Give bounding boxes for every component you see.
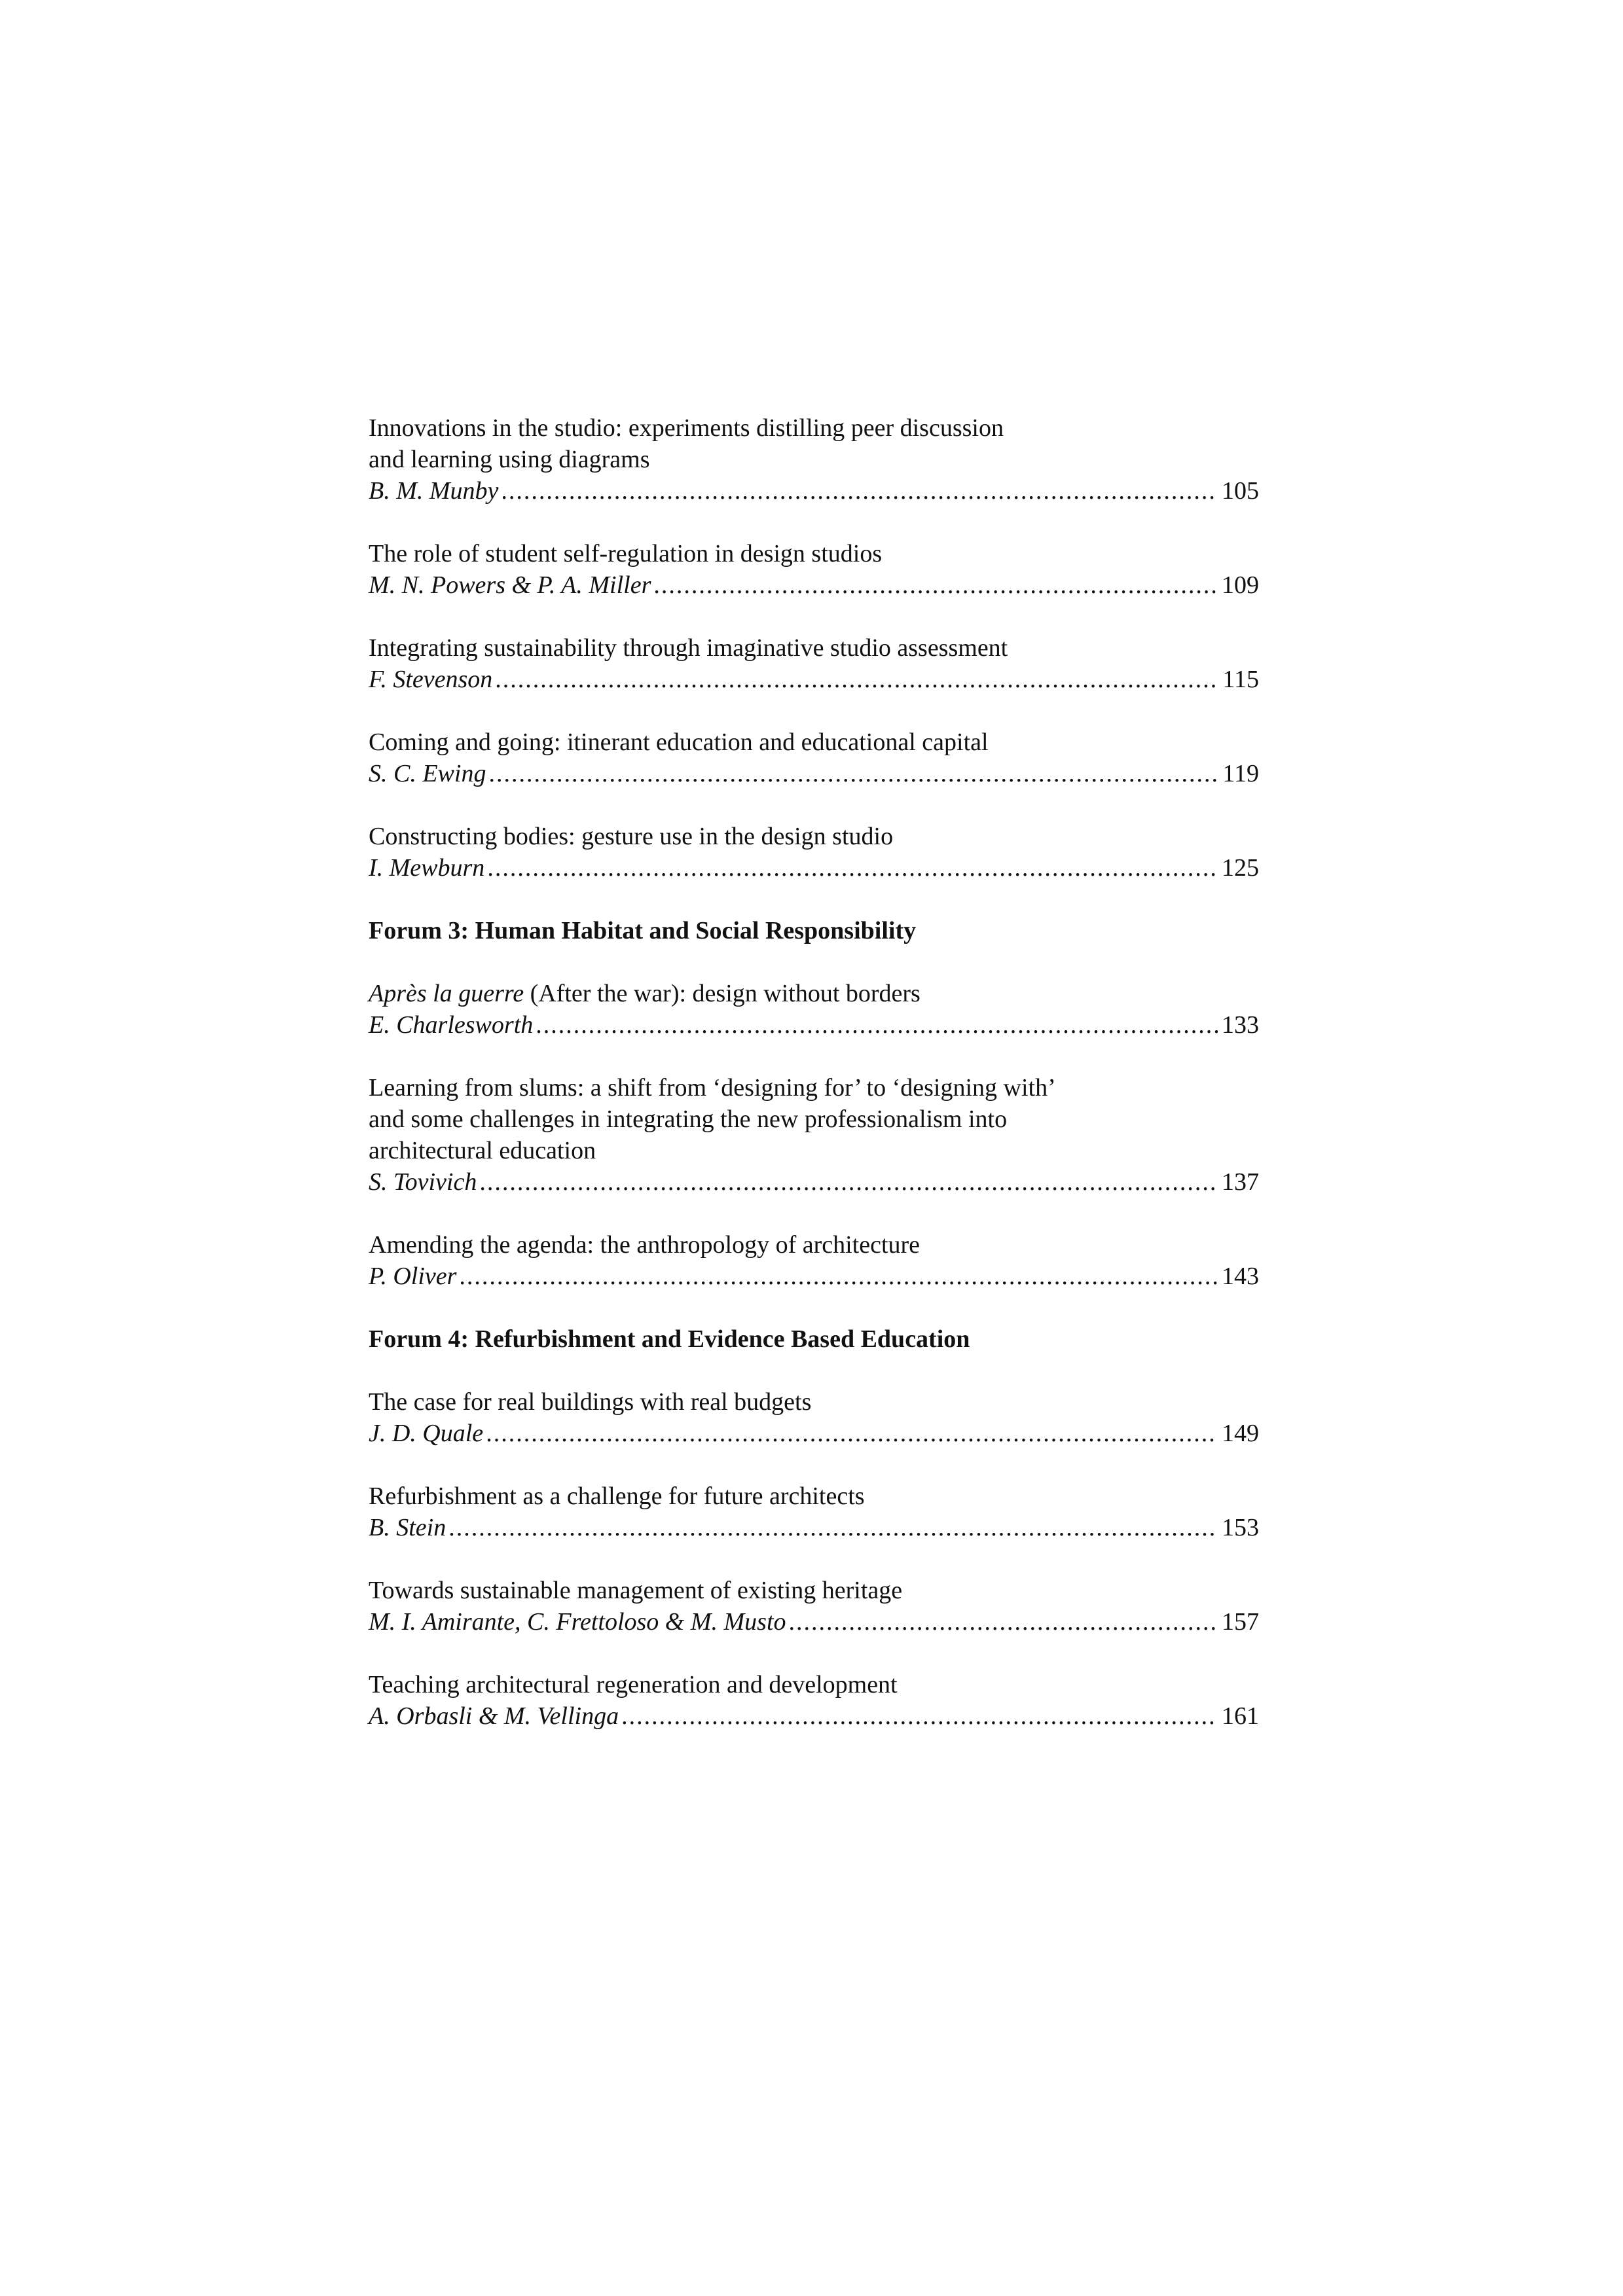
toc-section [369,1323,1259,1732]
entry-page-number: 161 [1222,1702,1259,1730]
toc-entry[interactable] [369,412,1259,507]
dot-leader [536,1009,1218,1041]
toc-entry[interactable] [369,1072,1259,1198]
dot-leader [488,758,1218,789]
entry-title-line [369,632,1259,664]
entry-page-number: 115 [1222,666,1259,693]
toc-entry[interactable] [369,538,1259,601]
entry-author: B. M. Munby [369,477,499,505]
entry-title-text: Towards sustainable management of existing heritage [369,1577,903,1604]
entry-page-number: 137 [1222,1168,1259,1196]
entry-title-text: Teaching architectural regeneration and development [369,1671,898,1698]
entry-title-line [369,444,1259,475]
entry-author-row [369,664,1259,695]
entry-author-row [369,1166,1259,1198]
dot-leader [487,852,1218,884]
entry-author: P. Oliver [369,1263,457,1290]
dot-leader [653,569,1218,601]
entry-title-line [369,1480,1259,1512]
dot-leader [486,1418,1218,1449]
toc-entry[interactable] [369,978,1259,1041]
section-heading: Forum 3: Human Habitat and Social Responsibility [369,917,917,944]
entry-author: A. Orbasli & M. Vellinga [369,1702,619,1730]
toc-entry[interactable] [369,821,1259,884]
entry-title-line [369,726,1259,758]
toc-entry[interactable] [369,1575,1259,1638]
entry-page-number: 157 [1222,1608,1259,1636]
entry-title-line [369,821,1259,852]
entry-title-line [369,1386,1259,1418]
toc-entry[interactable] [369,726,1259,789]
table-of-contents [369,412,1259,1763]
entry-title-line [369,1135,1259,1166]
entry-author-row [369,1009,1259,1041]
entry-title-text: Refurbishment as a challenge for future architects [369,1482,865,1510]
entry-page-number: 133 [1222,1011,1259,1039]
entry-author-row [369,569,1259,601]
entry-title-text: and some challenges in integrating the new professionalism into [369,1105,1008,1133]
entry-author-row [369,475,1259,507]
entry-title-line [369,1669,1259,1700]
entry-author-row [369,852,1259,884]
dot-leader [495,664,1218,695]
entry-author: B. Stein [369,1514,447,1541]
dot-leader [621,1700,1218,1732]
entry-author: S. Tovivich [369,1168,477,1196]
entry-author: I. Mewburn [369,854,485,882]
entry-title-text: Constructing bodies: gesture use in the design studio [369,823,894,850]
entry-author: F. Stevenson [369,666,493,693]
entry-title-line [369,538,1259,569]
entry-author-row [369,1700,1259,1732]
entry-title-line [369,1072,1259,1103]
entry-page-number: 153 [1222,1514,1259,1541]
entry-title-text: Learning from slums: a shift from ‘designing for’ to ‘designing with’ [369,1074,1056,1102]
entry-title-line [369,412,1259,444]
dot-leader [479,1166,1218,1198]
toc-entry[interactable] [369,1480,1259,1543]
toc-entry[interactable] [369,1669,1259,1732]
entry-page-number: 125 [1222,854,1259,882]
entry-author: E. Charlesworth [369,1011,534,1039]
entry-title-italic: Après la guerre [369,980,524,1007]
entry-page-number: 109 [1222,571,1259,599]
entry-author: J. D. Quale [369,1420,484,1447]
entry-page-number: 119 [1222,760,1259,787]
entry-page-number: 143 [1222,1263,1259,1290]
toc-entry[interactable] [369,1386,1259,1449]
entry-title-line [369,1575,1259,1606]
section-heading: Forum 4: Refurbishment and Evidence Based Education [369,1325,970,1353]
entry-author: M. I. Amirante, C. Frettoloso & M. Musto [369,1608,786,1636]
toc-section [369,412,1259,884]
entry-author: M. N. Powers & P. A. Miller [369,571,651,599]
entry-title-text: The role of student self-regulation in design studios [369,540,883,567]
entry-page-number: 149 [1222,1420,1259,1447]
entry-title-line [369,1229,1259,1261]
entry-author-row [369,1606,1259,1638]
toc-section [369,915,1259,1292]
toc-entry[interactable] [369,632,1259,695]
entry-title-line [369,1103,1259,1135]
entry-author-row [369,1261,1259,1292]
entry-title-text: architectural education [369,1137,596,1164]
dot-leader [789,1606,1218,1638]
entry-title-text: Coming and going: itinerant education and educational capital [369,728,989,756]
entry-author: S. C. Ewing [369,760,486,787]
entry-title-text: Amending the agenda: the anthropology of architecture [369,1231,921,1259]
entry-title-text: and learning using diagrams [369,446,650,473]
entry-title-line [369,978,1259,1009]
entry-author-row [369,1418,1259,1449]
entry-title-text: The case for real buildings with real budgets [369,1388,812,1416]
entry-title-text: Integrating sustainability through imaginative studio assessment [369,634,1008,662]
dot-leader [448,1512,1218,1543]
toc-entry[interactable] [369,1229,1259,1292]
dot-leader [501,475,1218,507]
entry-title-text: Innovations in the studio: experiments distilling peer discussion [369,414,1004,442]
dot-leader [459,1261,1218,1292]
entry-author-row [369,758,1259,789]
entry-page-number: 105 [1222,477,1259,505]
entry-author-row [369,1512,1259,1543]
entry-title-text: (After the war): design without borders [524,980,921,1007]
